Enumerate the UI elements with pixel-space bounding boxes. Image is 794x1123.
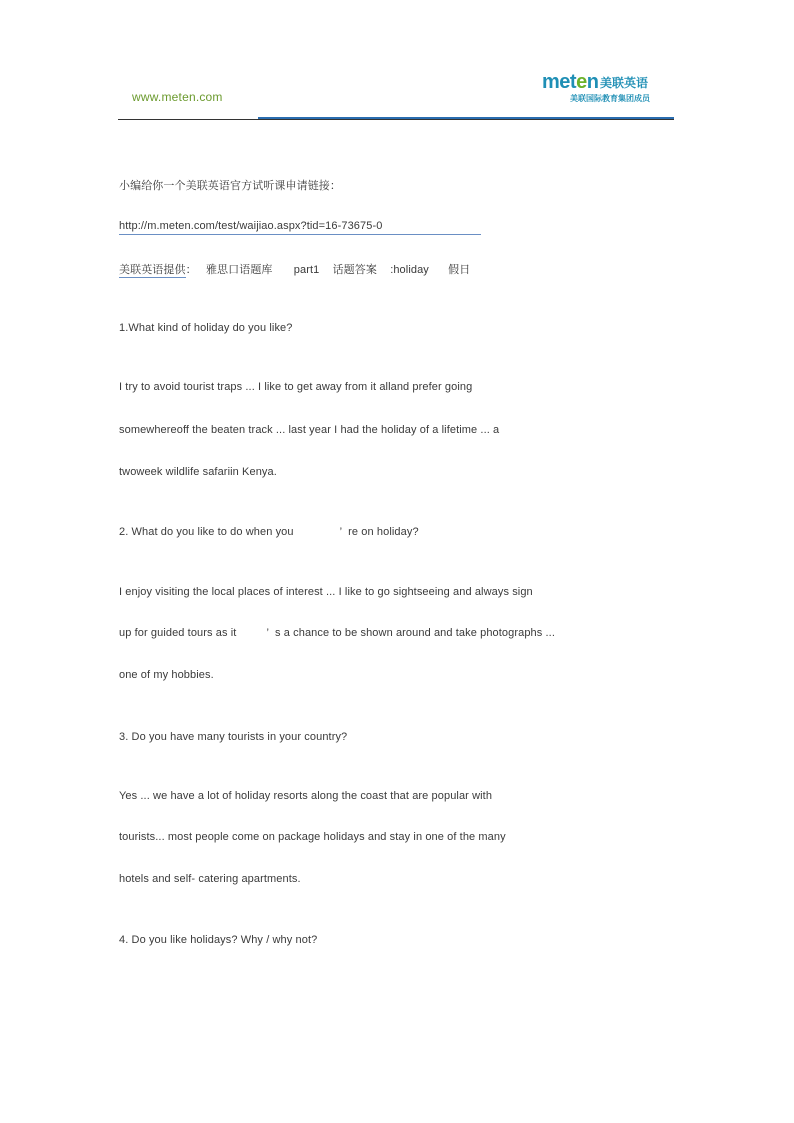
trial-class-link[interactable]: http://m.meten.com/test/waijiao.aspx?tid=16-73675-0 <box>119 220 481 235</box>
answer-1-line-3: twoweek wildlife safariin Kenya. <box>119 466 277 478</box>
answer-2-line-1: I enjoy visiting the local places of interest ... I like to go sightseeing and always sign <box>119 586 533 598</box>
meten-logo <box>542 72 662 108</box>
header-accent-bar <box>258 117 674 119</box>
topic-label: 话题答案 <box>332 263 377 276</box>
answer-1-line-1: I try to avoid tourist traps ... I like to get away from it alland prefer going <box>119 381 473 393</box>
page-header <box>118 66 674 122</box>
site-url[interactable]: www.meten.com <box>132 90 223 104</box>
topic: :holiday <box>390 264 429 276</box>
logo-cn-sub: 美联国际教育集团成员 <box>570 94 650 103</box>
provider-label: 美联英语提供 <box>119 263 186 276</box>
answer-1-line-2: somewhereoff the beaten track ... last year I had the holiday of a lifetime ... a <box>119 424 500 436</box>
answer-3-line-2: tourists... most people come on package holidays and stay in one of the many <box>119 831 506 843</box>
logo-cn-name: 美联英语 <box>600 76 649 90</box>
question-2: 2. What do you like to do when you ’ re on holiday? <box>119 526 419 538</box>
provider-line: 美联英语提供： 雅思口语题库 part1 话题答案 :holiday 假日 <box>119 263 471 276</box>
answer-3-line-1: Yes ... we have a lot of holiday resorts along the coast that are popular with <box>119 790 493 802</box>
question-4: 4. Do you like holidays? Why / why not? <box>119 934 318 946</box>
intro-text: 小编给你一个美联英语官方试听课申请链接： <box>119 179 341 192</box>
topic-cn: 假日 <box>448 263 471 276</box>
answer-3-line-3: hotels and self- catering apartments. <box>119 873 301 885</box>
logo-wordmark: meten <box>542 71 599 93</box>
header-divider <box>118 119 674 120</box>
answer-2-line-2: up for guided tours as it ’ s a chance to be shown around and take photographs ... <box>119 627 555 639</box>
part: part1 <box>293 264 320 276</box>
question-3: 3. Do you have many tourists in your country? <box>119 731 348 743</box>
question-1: 1.What kind of holiday do you like? <box>119 322 293 334</box>
subject: 雅思口语题库 <box>205 263 273 276</box>
answer-2-line-3: one of my hobbies. <box>119 669 214 681</box>
